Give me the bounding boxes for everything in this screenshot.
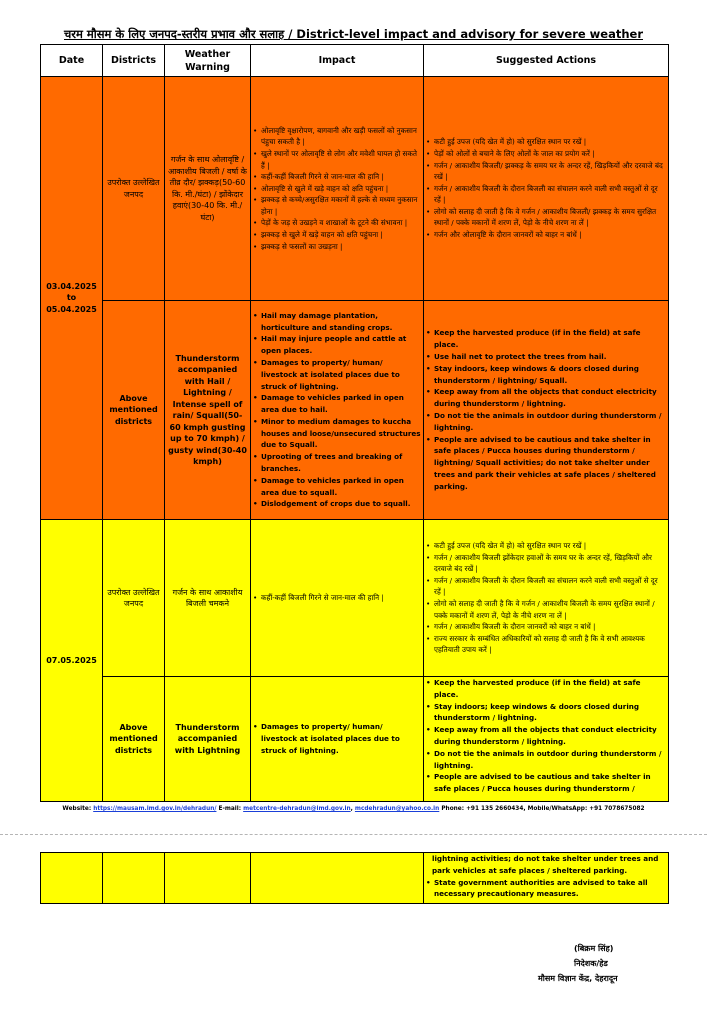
empty-cell (251, 853, 424, 904)
list-item: • लोगो को सलाह दी जाती है कि वे गर्जन / आकाशीय बिजली/ झक्कड़ के समय सुरक्षित स्थानों / पक्के मकानों में शरण लें, पेड़ो के नीचे शरण ना लें | (434, 206, 666, 229)
impact-list (251, 310, 423, 511)
list-item: • झक्कड़ से खुले में खड़े वाहन को क्षति पहुंचना | (261, 229, 421, 241)
impact-cell (251, 77, 424, 301)
list-item: • Do not tie the animals in outdoor during thunderstorm / lightning. (434, 410, 666, 434)
list-item: • Do not tie the animals in outdoor during thunderstorm / lightning. (434, 748, 666, 772)
list-item: • Keep the harvested produce (if in the field) at safe place. (434, 327, 666, 351)
header-actions: Suggested Actions (424, 45, 669, 77)
districts-cell: Above mentioned districts (103, 301, 165, 520)
list-item: • People are advised to be cautious and take shelter in safe places / Pucca houses during thunderstorm / (434, 771, 666, 795)
impact-cell (251, 677, 424, 802)
email-label: E-mail: (218, 806, 242, 812)
warning-cell: गर्जन के साथ ओलावृष्टि / आकाशीय बिजली / वर्षा के तीव्र दौर/ झक्कड़(50-60 कि. मी./घंटा) / झोंकेदार हवाएं(30-40 कि. मी./घंटा) (165, 77, 251, 301)
impact-list (251, 592, 423, 604)
impact-list (251, 721, 423, 756)
list-item: • People are advised to be cautious and take shelter in safe places / Pucca houses during thunderstorm / lightning/ Squall activities; do not take shelter under trees and park their vehicles at safe places / sheltered parking. (434, 434, 666, 493)
list-item: • Uprooting of trees and breaking of branches. (261, 451, 421, 475)
list-item: • Hail may injure people and cattle at open places. (261, 333, 421, 357)
actions-cell (424, 301, 669, 520)
districts-cell: उपरोक्त उल्लेखित जनपद (103, 77, 165, 301)
actions-cell (424, 77, 669, 301)
districts-cell: उपरोक्त उल्लेखित जनपद (103, 520, 165, 677)
list-item: • लोगो को सलाह दी जाती है कि वे गर्जन / आकाशीय बिजली के समय सुरक्षित स्थानों / पक्के मकानों में शरण लें, पेड़ो के नीचे शरण ना लें | (434, 598, 666, 621)
districts-cell: Above mentioned districts (103, 677, 165, 802)
actions-cell (424, 520, 669, 677)
date-cell: 03.04.2025 to 05.04.2025 (41, 77, 103, 520)
impact-list (251, 125, 423, 253)
header-date: Date (41, 45, 103, 77)
actions-cell (424, 677, 669, 802)
impact-cell (251, 301, 424, 520)
header-warning: Weather Warning (165, 45, 251, 77)
list-item: • State government authorities are advised to take all necessary precautionary measures. (434, 877, 666, 901)
list-item: • कहीं-कहीं बिजली गिरने से जान-माल की हानि | (261, 171, 421, 183)
phone-text: Phone: +91 135 2660434, Mobile/WhatsApp: +91 7078675082 (441, 806, 645, 812)
page-title: चरम मौसम के लिए जनपद-स्तरीय प्रभाव और सलाह / District-level impact and advisory for severe weather (63, 27, 644, 41)
list-item: • कहीं-कहीं बिजली गिरने से जान-माल की हानि | (261, 592, 421, 604)
actions-list (424, 853, 668, 900)
list-item: • झक्कड़ से कच्चे/असुरक्षित मकानों में हल्के से मध्यम नुकसान होना | (261, 194, 421, 217)
email-separator: , (350, 806, 353, 812)
list-item: • ओलावृष्टि वृक्षारोपण, बागवानी और खड़ी फसलों को नुकसान पंहुचा सकती है | (261, 125, 421, 148)
page-break (0, 834, 707, 835)
actions-list (424, 327, 668, 492)
list-item: • पेड़ों को ओलों से बचाने के लिए ओलों के जाल का प्रयोग करें | (434, 148, 666, 160)
website-link[interactable]: https://mausam.imd.gov.in/dehradun/ (93, 806, 217, 812)
table-row (41, 77, 669, 301)
list-item: • राज्य सरकार के सम्बंधित अधिकारियों को सलाह दी जाती है कि वे सभी आवश्यक एहतियाती उपाय करें | (434, 633, 666, 656)
list-item: • Damages to property/ human/ livestock at isolated places due to struck of lightning. (261, 721, 421, 756)
list-item: • गर्जन / आकाशीय बिजली झोंकेदार हवाओं के समय घर के अन्दर रहें, खिड़कियों और दरवाजे बंद रखें | (434, 552, 666, 575)
table-row (41, 853, 669, 904)
table-row (41, 677, 669, 802)
list-item: • Keep away from all the objects that conduct electricity during thunderstorm / lightning. (434, 386, 666, 410)
table-row (41, 301, 669, 520)
list-item: • Damages to property/ human/ livestock at isolated places due to struck of lightning. (261, 357, 421, 392)
list-item: • Damage to vehicles parked in open area due to squall. (261, 475, 421, 499)
list-item: • Stay indoors, keep windows & doors closed during thunderstorm / lightning/ Squall. (434, 363, 666, 387)
actions-cell (424, 853, 669, 904)
empty-cell (41, 853, 103, 904)
impact-cell (251, 520, 424, 677)
list-item: • Dislodgement of crops due to squall. (261, 498, 421, 510)
header-districts: Districts (103, 45, 165, 77)
list-item: • झक्कड़ से फसलों का उखड़ना | (261, 241, 421, 253)
website-label: Website: (62, 806, 92, 812)
list-item: • गर्जन / आकाशीय बिजली के दौरान जानवरों को बाहर न बांधें | (434, 621, 666, 633)
table-row (41, 520, 669, 677)
actions-list (424, 136, 668, 240)
list-item: • कटी हुई उपज (यदि खेत में हो) को सुरक्षित स्थान पर रखें | (434, 136, 666, 148)
date-cell: 07.05.2025 (41, 520, 103, 802)
list-item: • खुले स्थानों पर ओलावृष्टि से लोग और मवेशी घायल हो सकते हैं | (261, 148, 421, 171)
signatory-office: मौसम विज्ञान केंद्र, देहरादून (538, 974, 618, 983)
signatory-designation: निदेशक/हेड (574, 959, 608, 968)
advisory-table (40, 44, 669, 802)
signatory-name: (बिक्रम सिंह) (574, 944, 614, 953)
actions-list (424, 540, 668, 656)
list-item: • Stay indoors; keep windows & doors closed during thunderstorm / lightning. (434, 701, 666, 725)
email-link-1[interactable]: metcentre-dehradun@imd.gov.in (243, 806, 351, 812)
signature-block (538, 941, 618, 986)
warning-cell: गर्जन के साथ आकाशीय बिजली चमकने (165, 520, 251, 677)
list-item: • Use hail net to protect the trees from hail. (434, 351, 666, 363)
list-item: • Minor to medium damages to kuccha houses and loose/unsecured structures due to Squall. (261, 416, 421, 451)
list-item: • गर्जन / आकाशीय बिजली के दौरान बिजली का संचालन करने वाली सभी वस्तुओं से दूर रहें | (434, 183, 666, 206)
header-row (41, 45, 669, 77)
list-item-continued: lightning activities; do not take shelter under trees and park vehicles at safe places / sheltered parking. (432, 854, 659, 875)
empty-cell (103, 853, 165, 904)
list-item: • Hail may damage plantation, horticulture and standing crops. (261, 310, 421, 334)
list-item: • Keep the harvested produce (if in the field) at safe place. (434, 677, 666, 701)
page-footer (0, 806, 707, 812)
list-item: • Keep away from all the objects that conduct electricity during thunderstorm / lightning. (434, 724, 666, 748)
empty-cell (165, 853, 251, 904)
warning-cell: Thunderstorm accompanied with Hail / Lightning / Intense spell of rain/ Squall(50-60 kmph gusting up to 70 kmph) / gusty wind(30-40 kmph) (165, 301, 251, 520)
header-impact: Impact (251, 45, 424, 77)
actions-list (424, 677, 668, 795)
email-link-2[interactable]: mcdehradun@yahoo.co.in (354, 806, 440, 812)
list-item: • गर्जन और ओलावृष्टि के दौरान जानवरों को बाहर न बांधें | (434, 229, 666, 241)
list-item: • गर्जन / आकाशीय बिजली के दौरान बिजली का संचालन करने वाली सभी वस्तुओं से दूर रहें | (434, 575, 666, 598)
list-item: • ओलावृष्टि से खुले में खड़े वाहन को क्षति पहुंचना | (261, 183, 421, 195)
list-item: • गर्जन / आकाशीय बिजली/ झक्कड़ के समय घर के अन्दर रहें, खिड़कियों और दरवाजे बंद रखें | (434, 160, 666, 183)
warning-cell: Thunderstorm accompanied with Lightning (165, 677, 251, 802)
list-item: • Damage to vehicles parked in open area due to hail. (261, 392, 421, 416)
list-item: • कटी हुई उपज (यदि खेत में हो) को सुरक्षित स्थान पर रखें | (434, 540, 666, 552)
continuation-table (40, 852, 669, 904)
list-item: • पेड़ों के जड़ से उखड़ने व शाखाओं के टूटने की संभावना | (261, 217, 421, 229)
